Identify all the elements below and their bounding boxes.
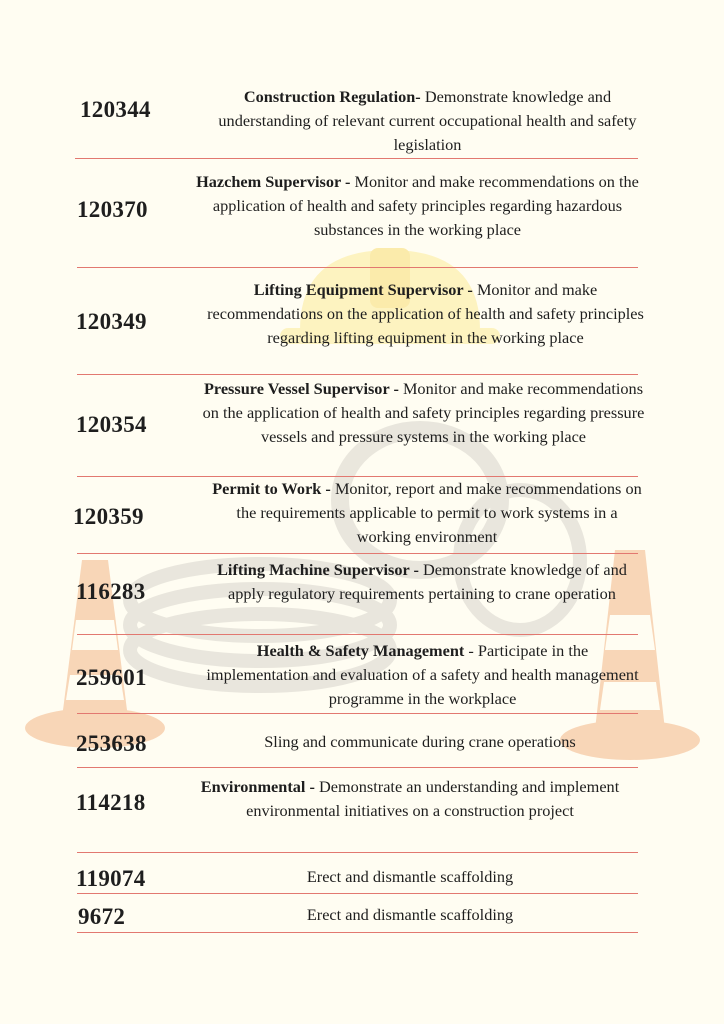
unit-title: Construction Regulation-	[243, 87, 421, 106]
unit-description	[200, 865, 620, 889]
unit-code: 114218	[76, 790, 146, 815]
unit-description	[200, 903, 620, 927]
unit-text: Monitor and make recommendations on the application of health and safety principles regarding pressure vessels and pressure systems in the working place	[202, 379, 645, 446]
row-divider	[75, 158, 638, 159]
unit-description	[190, 170, 645, 242]
unit-title: Health & Safety Management	[256, 641, 465, 660]
row-divider	[77, 634, 638, 635]
unit-title: Pressure Vessel Supervisor -	[203, 379, 399, 398]
row-divider	[77, 932, 638, 933]
unit-description	[212, 477, 642, 549]
unit-text: Demonstrate knowledge of and apply regulatory requirements pertaining to crane operation	[228, 560, 627, 603]
unit-description	[212, 558, 632, 606]
unit-text: Erect and dismantle scaffolding	[306, 867, 514, 886]
row-divider	[77, 893, 638, 894]
unit-text: Monitor, report and make recommendations on the requirements applicable to permit to work systems in a working environment	[236, 479, 642, 546]
row-divider	[77, 374, 638, 375]
unit-code: 120349	[76, 309, 147, 334]
unit-text: Sling and communicate during crane operations	[264, 732, 576, 751]
unit-description	[195, 775, 625, 823]
unit-text: Monitor and make recommendations on the application of health and safety principles regarding hazardous substances in the working place	[212, 172, 639, 239]
unit-title: Permit to Work -	[212, 479, 331, 498]
unit-title: Environmental -	[200, 777, 315, 796]
unit-text: - Participate in the implementation and evaluation of a safety and health management programme in the workplace	[206, 641, 639, 708]
unit-description	[205, 639, 640, 711]
unit-code: 253638	[76, 731, 147, 756]
unit-text: Erect and dismantle scaffolding	[306, 905, 514, 924]
unit-code: 120344	[80, 97, 151, 122]
unit-code: 119074	[76, 866, 146, 891]
unit-text: Demonstrate knowledge and understanding of relevant current occupational health and safety legislation	[218, 87, 637, 154]
unit-text: Monitor and make recommendations on the application of health and safety principles regarding lifting equipment in the working place	[207, 280, 644, 347]
unit-description	[196, 377, 651, 449]
row-divider	[77, 553, 638, 554]
row-divider	[77, 852, 638, 853]
row-divider	[77, 713, 638, 714]
unit-code: 259601	[76, 665, 147, 690]
row-divider	[77, 267, 638, 268]
unit-code: 120370	[77, 197, 148, 222]
unit-code: 116283	[76, 579, 146, 604]
row-divider	[77, 767, 638, 768]
unit-title: Lifting Machine Supervisor -	[217, 560, 419, 579]
unit-code: 9672	[78, 904, 126, 929]
unit-description	[200, 730, 640, 754]
unit-code: 120354	[76, 412, 147, 437]
unit-title: Lifting Equipment Supervisor -	[253, 280, 473, 299]
unit-description	[198, 278, 653, 350]
unit-description	[200, 85, 655, 157]
unit-text: Demonstrate an understanding and implement environmental initiatives on a construction project	[246, 777, 620, 820]
unit-code: 120359	[73, 504, 144, 529]
unit-title: Hazchem Supervisor -	[196, 172, 351, 191]
